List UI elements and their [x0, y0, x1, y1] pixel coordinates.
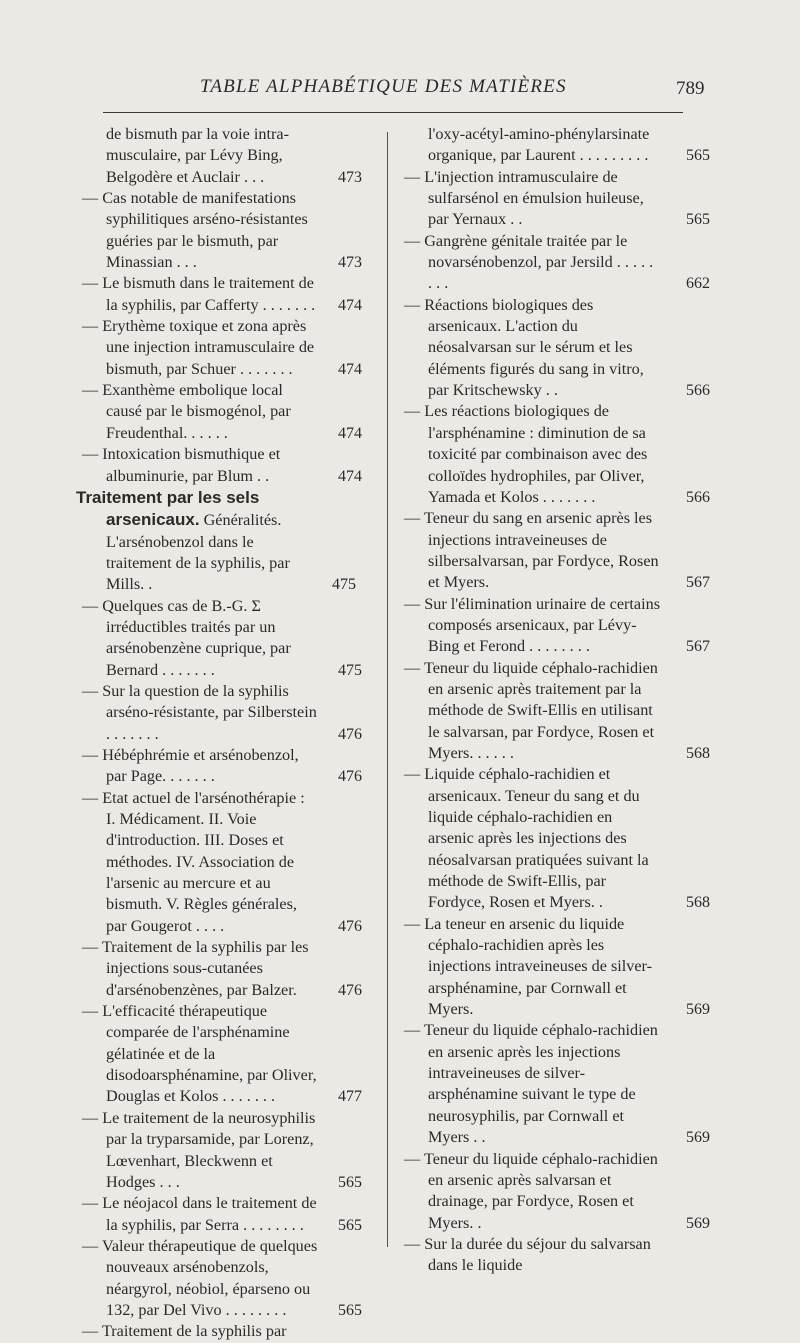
- index-entry: [76, 124, 376, 188]
- entry-text: — Le bismuth dans le traitement de la syphilis, par Cafferty . . . . . . .: [82, 274, 316, 314]
- index-entry: — Le néojacol dans le traitement de la syphilis, par Serra . . . . . . . . 565: [82, 1194, 362, 1234]
- right-column: [398, 124, 718, 1277]
- entry-text: — Teneur du sang en arsenic après les injections intraveineuses de silbersalvarsan, par Fordyce, Rosen et Myers.: [404, 509, 659, 592]
- running-title: TABLE ALPHABÉTIQUE DES MATIÈRES: [200, 76, 567, 97]
- index-entry: — Hébéphrémie et arsénobenzol, par Page. . . . . . . 476: [82, 745, 362, 786]
- index-entry: — L'injection intramusculaire de sulfarsénol en émulsion huileuse, par Yernaux . . 565: [404, 167, 710, 229]
- entry-page-ref: 473: [338, 168, 362, 186]
- index-entry: — Traitement de la syphilis par les injections sous-cutanées d'arsénobenzènes, par Balzer. 476: [82, 938, 362, 999]
- entry-text: — Traitement de la syphilis par: [82, 1322, 287, 1341]
- index-entry: Traitement par les sels arsenicaux. Généralités. L'arsénobenzol dans le traitement de la syphilis, par Mills. . 475: [76, 487, 356, 594]
- index-entry: — Les réactions biologiques de l'arsphénamine : diminution de sa toxicité par combinaison avec des colloïdes hydrophiles, par Oliver, Yamada et Kolos . . . . . . . 566: [404, 402, 710, 506]
- entry-text: — Quelques cas de B.-G. Σ irréductibles traités par un arsénobenzène cuprique, par Bernard . . . . . . .: [82, 596, 291, 679]
- page-number: 789: [676, 78, 705, 99]
- index-entry: — L'efficacité thérapeutique comparée de l'arsphénamine gélatinée et de la disodoarsphénamine, par Oliver, Douglas et Kolos . . . . . . . 477: [82, 1002, 362, 1106]
- entry-text: — Sur l'élimination urinaire de certains composés arsenicaux, par Lévy-Bing et Ferond . . . . . . . .: [404, 594, 660, 656]
- header-rule: [103, 112, 683, 113]
- entry-text: — Réactions biologiques des arsenicaux. L'action du néosalvarsan sur le sérum et les éléments figurés du sang in vitro, par Kritschewsky . .: [404, 295, 644, 400]
- index-entry: — Gangrène génitale traitée par le novarsénobenzol, par Jersild . . . . . . . . 662: [404, 231, 710, 293]
- entry-text: — Cas notable de manifestations syphilitiques arséno-résistantes guéries par le bismuth, par Minassian . . .: [82, 189, 308, 272]
- entry-text: — Sur la durée du séjour du salvarsan dans le liquide: [404, 1234, 651, 1275]
- entry-text: — Teneur du liquide céphalo-rachidien en arsenic après salvarsan et drainage, par Fordyce, Rosen et Myers. .: [404, 1149, 658, 1232]
- entry-text: — Exanthème embolique local causé par le bismogénol, par Freudenthal. . . . . .: [82, 381, 291, 442]
- entry-text: — Liquide céphalo-rachidien et arsenicaux. Teneur du sang et du liquide céphalo-rachidien en arsenic après les injections des néosalvarsan pratiquées suivant la méthode de Swift-Ellis, par Fordyce, Rosen et Myers. .: [404, 765, 649, 912]
- entry-text: — Traitement de la syphilis par les injections sous-cutanées d'arsénobenzènes, par Balzer.: [82, 938, 309, 999]
- entry-text: — Le néojacol dans le traitement de la syphilis, par Serra . . . . . . . .: [82, 1194, 317, 1234]
- entry-text: — Teneur du liquide céphalo-rachidien en arsenic après traitement par la méthode de Swift-Ellis en utilisant le salvarsan, par Fordyce, Rosen et Myers. . . . . .: [404, 658, 658, 762]
- entry-text: — Gangrène génitale traitée par le novarsénobenzol, par Jersild . . . . . . . .: [404, 231, 654, 293]
- column-divider: [387, 132, 388, 1247]
- entry-page-ref: 565: [686, 147, 710, 165]
- entry-text: l'oxy-acétyl-amino-phénylarsinate organique, par Laurent . . . . . . . . .: [428, 125, 650, 165]
- index-entry: — Etat actuel de l'arsénothérapie : I. Médicament. II. Voie d'introduction. III. Doses et méthodes. IV. Association de l'arsenic au mercure et au bismuth. V. Règles générales, par Gougerot . . . . 476: [82, 788, 362, 935]
- entry-text: de bismuth par la voie intra-musculaire, par Lévy Bing, Belgodère et Auclair . . .: [106, 125, 289, 186]
- entry-text: — Erythème toxique et zona après une injection intramusculaire de bismuth, par Schuer . . . . . . .: [82, 317, 315, 378]
- entry-text: — La teneur en arsenic du liquide céphalo-rachidien après les injections intraveineuses de silver-arsphénamine, par Cornwall et Myers.: [404, 914, 652, 1019]
- index-entry: — Teneur du liquide céphalo-rachidien en arsenic après salvarsan et drainage, par Fordyce, Rosen et Myers. . 569: [404, 1149, 710, 1232]
- index-entry: — Valeur thérapeutique de quelques nouveaux arsénobenzols, néargyrol, néobiol, éparseno ou 132, par Del Vivo . . . . . . . . 565: [82, 1236, 362, 1319]
- index-entry: — Teneur du sang en arsenic après les injections intraveineuses de silbersalvarsan, par Fordyce, Rosen et Myers. 567: [404, 509, 710, 592]
- index-entry: — Réactions biologiques des arsenicaux. L'action du néosalvarsan sur le sérum et les éléments figurés du sang in vitro, par Kritschewsky . . 566: [404, 295, 710, 400]
- entry-text: — Teneur du liquide céphalo-rachidien en arsenic après les injections intraveineuses de silver-arsphénamine suivant le type de neurosyphilis, par Cornwall et Myers . .: [404, 1021, 658, 1147]
- index-entry: — Liquide céphalo-rachidien et arsenicaux. Teneur du sang et du liquide céphalo-rachidien en arsenic après les injections des néosalvarsan pratiquées suivant la méthode de Swift-Ellis, par Fordyce, Rosen et Myers. . 568: [404, 765, 710, 912]
- entry-text: — Les réactions biologiques de l'arsphénamine : diminution de sa toxicité par combinaison avec des colloïdes hydrophiles, par Oliver, Yamada et Kolos . . . . . . .: [404, 402, 648, 506]
- index-entry: — Quelques cas de B.-G. Σ irréductibles traités par un arsénobenzène cuprique, par Bernard . . . . . . . 475: [82, 596, 362, 679]
- entry-text: — Hébéphrémie et arsénobenzol, par Page. . . . . . .: [82, 745, 299, 786]
- index-entry: — Teneur du liquide céphalo-rachidien en arsenic après les injections intraveineuses de silver-arsphénamine suivant le type de neurosyphilis, par Cornwall et Myers . . 569: [404, 1021, 710, 1147]
- entry-text: — Le traitement de la neurosyphilis par la tryparsamide, par Lorenz, Lœvenhart, Bleckwenn et Hodges . . .: [82, 1108, 316, 1191]
- entry-text: — Etat actuel de l'arsénothérapie : I. Médicament. II. Voie d'introduction. III. Doses et méthodes. IV. Association de l'arsenic au mercure et au bismuth. V. Règles générales, par Gougerot . . . .: [82, 788, 305, 935]
- index-entry: — Sur l'élimination urinaire de certains composés arsenicaux, par Lévy-Bing et Ferond . . . . . . . . 567: [404, 594, 710, 656]
- section-heading: Traitement par les sels arsenicaux.: [76, 487, 260, 530]
- index-entry: [398, 124, 718, 167]
- entry-text: — Valeur thérapeutique de quelques nouveaux arsénobenzols, néargyrol, néobiol, éparseno ou 132, par Del Vivo . . . . . . . .: [82, 1236, 318, 1319]
- index-entry: — Erythème toxique et zona après une injection intramusculaire de bismuth, par Schuer . . . . . . . 474: [82, 317, 362, 378]
- entry-text: — L'injection intramusculaire de sulfarsénol en émulsion huileuse, par Yernaux . .: [404, 167, 644, 229]
- index-entry: [76, 1321, 376, 1342]
- entry-text: Généralités. L'arsénobenzol dans le traitement de la syphilis, par Mills. .: [106, 511, 290, 594]
- index-entry: — Le bismuth dans le traitement de la syphilis, par Cafferty . . . . . . . 474: [82, 274, 362, 314]
- entry-text: — L'efficacité thérapeutique comparée de l'arsphénamine gélatinée et de la disodoarsphénamine, par Oliver, Douglas et Kolos . . . . . . .: [82, 1002, 317, 1106]
- index-entry: — Cas notable de manifestations syphilitiques arséno-résistantes guéries par le bismuth, par Minassian . . . 473: [82, 189, 362, 272]
- index-entry: — Sur la question de la syphilis arséno-résistante, par Silberstein . . . . . . . 476: [82, 681, 362, 743]
- index-entry: — Intoxication bismuthique et albuminurie, par Blum . . 474: [82, 445, 362, 485]
- index-entry: [398, 1234, 718, 1277]
- index-entry: — Teneur du liquide céphalo-rachidien en arsenic après traitement par la méthode de Swift-Ellis en utilisant le salvarsan, par Fordyce, Rosen et Myers. . . . . . 568: [404, 658, 710, 762]
- index-entry: — La teneur en arsenic du liquide céphalo-rachidien après les injections intraveineuses de silver-arsphénamine, par Cornwall et Myers. 569: [404, 914, 710, 1019]
- entry-text: — Sur la question de la syphilis arséno-résistante, par Silberstein . . . . . . .: [82, 681, 317, 743]
- index-entry: — Exanthème embolique local causé par le bismogénol, par Freudenthal. . . . . . 474: [82, 381, 362, 442]
- index-entry: — Le traitement de la neurosyphilis par la tryparsamide, par Lorenz, Lœvenhart, Bleckwenn et Hodges . . . 565: [82, 1108, 362, 1191]
- entry-text: — Intoxication bismuthique et albuminurie, par Blum . .: [82, 445, 281, 485]
- left-column: [76, 124, 376, 1343]
- page-header: [0, 72, 800, 106]
